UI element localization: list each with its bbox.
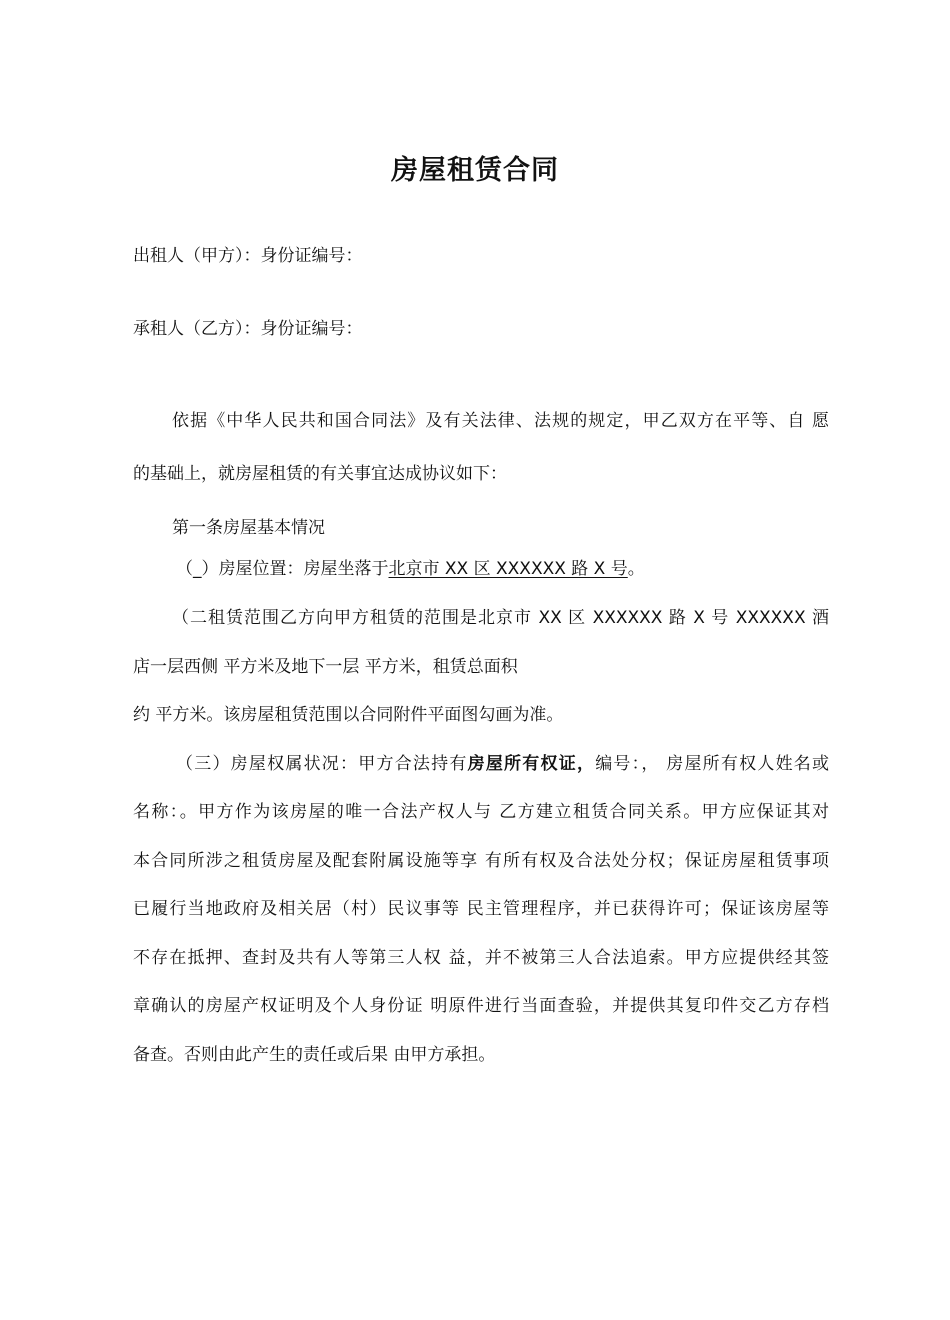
article-1-item-3-line-7: 备查。否则由此产生的责任或后果 由甲方承担。 <box>133 1045 496 1065</box>
article-1-item-3-line-1 <box>176 752 829 776</box>
article-1-item-2-line-3: 约 平方米。该房屋租赁范围以合同附件平面图勾画为准。 <box>133 705 564 725</box>
lessor-line: 出租人（甲方）：身份证编号： <box>133 246 363 266</box>
article-1-item-2-line-2: 店一层西侧 平方米及地下一层 平方米，租赁总面积 <box>133 657 518 677</box>
article-1-item-3-line-3: 本合同所涉之租赁房屋及配套附属设施等享 有所有权及合法处分权；保证房屋租赁事项 <box>133 851 829 871</box>
article-1-item-3-line-6: 章确认的房屋产权证明及个人身份证 明原件进行当面查验，并提供其复印件交乙方存档 <box>133 996 829 1016</box>
article-1-item-3-line-5: 不存在抵押、查封及共有人等第三人权 益，并不被第三人合法追索。甲方应提供经其签 <box>133 948 829 968</box>
lessee-line: 承租人（乙方）：身份证编号： <box>133 319 363 339</box>
article-1-item-3-line-2: 名称：。甲方作为该房屋的唯一合法产权人与 乙方建立租赁合同关系。甲方应保证其对 <box>133 802 829 822</box>
article-1-item-1 <box>176 557 645 581</box>
property-address: 北京市 XX 区 XXXXXX 路 X 号 <box>388 559 628 579</box>
item-3-suffix: 编号：， 房屋所有权人姓名或 <box>595 754 830 774</box>
document-title: 房屋租赁合同 <box>391 155 559 186</box>
item-3-prefix: （三）房屋权属状况：甲方合法持有 <box>176 754 468 774</box>
item-1-suffix: 。 <box>627 559 645 579</box>
intro-line-1: 依据《中华人民共和国合同法》及有关法律、法规的规定，甲乙双方在平等、自 愿 <box>172 411 829 431</box>
article-1-heading: 第一条房屋基本情况 <box>172 518 325 538</box>
article-1-item-3-line-4: 已履行当地政府及相关居（村）民议事等 民主管理程序，并已获得许可；保证该房屋等 <box>133 899 829 919</box>
item-1-prefix: （_）房屋位置：房屋坐落于 <box>176 559 389 579</box>
ownership-certificate: 房屋所有权证， <box>467 754 596 774</box>
article-1-item-2-line-1: （二租赁范围乙方向甲方租赁的范围是北京市 XX 区 XXXXXX 路 X 号 XXXXXX 酒 <box>172 608 829 628</box>
intro-line-2: 的基础上，就房屋租赁的有关事宜达成协议如下： <box>133 464 507 484</box>
